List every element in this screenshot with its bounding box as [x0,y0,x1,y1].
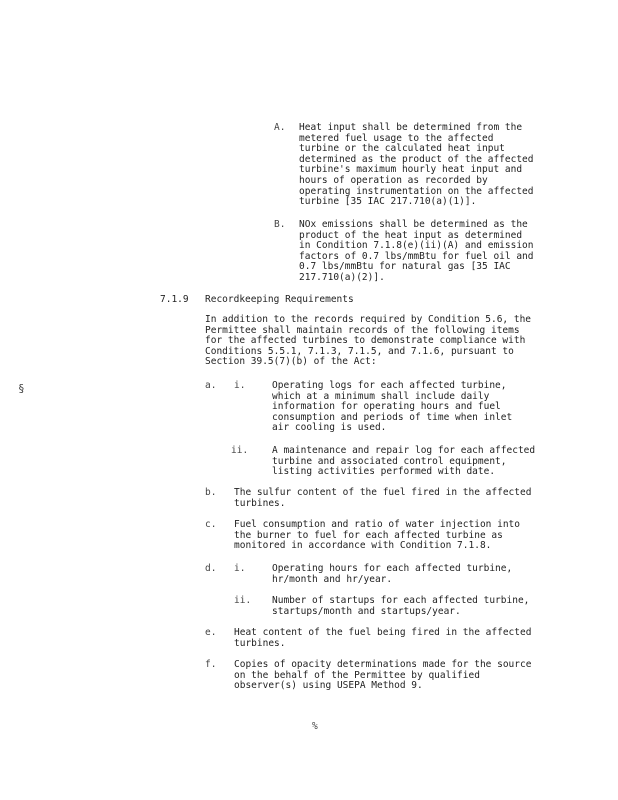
item-a-ii-text [272,446,535,478]
item-b-marker: B. [274,219,286,230]
text-line: monitored in accordance with Condition 7.1.8. [234,540,492,552]
text-line: for the affected turbines to demonstrate compliance with [205,335,526,347]
text-line: turbines. [234,497,286,509]
text-line: the burner to fuel for each affected turbine as [234,529,503,541]
text-line: startups/month and startups/year. [272,605,461,617]
text-line: consumption and periods of time when inlet [272,411,513,423]
text-line: in Condition 7.1.8(e)(ii)(A) and emission [299,240,534,252]
item-a-i-text [272,381,512,434]
item-d-ii-text [272,596,529,617]
item-a-ii-marker: ii. [231,445,249,456]
text-line: factors of 0.7 lbs/mmBtu for fuel oil and [299,250,534,262]
text-line: Section 39.5(7)(b) of the Act: [205,356,377,368]
text-line: determined as the product of the affected [299,153,534,165]
item-b-marker: b. [205,487,217,498]
item-b-text [299,220,534,284]
item-d-i-text [272,564,512,585]
text-line: turbine and associated control equipment, [272,455,507,467]
item-a-text [299,123,534,208]
text-line: on the behalf of the Permittee by qualified [234,669,480,681]
text-line: which at a minimum shall include daily [272,390,490,402]
item-d-ii-marker: ii. [234,595,252,606]
text-line: operating instrumentation on the affected [299,185,534,197]
text-line: metered fuel usage to the affected [299,132,494,144]
text-line: turbine's maximum hourly heat input and [299,164,523,176]
text-line: hours of operation as recorded by [299,174,488,186]
item-d-i-marker: i. [234,563,246,574]
item-e-marker: e. [205,627,217,638]
margin-mark: § [18,382,25,395]
text-line: A maintenance and repair log for each affected [272,445,536,456]
page-number: % [312,721,318,732]
text-line: The sulfur content of the fuel fired in the affected [234,487,532,498]
item-f-text [234,660,531,692]
text-line: listing activities performed with date. [272,466,496,478]
section-intro [205,315,531,368]
text-line: Copies of opacity determinations made for the source [234,659,532,670]
text-line: Permittee shall maintain records of the following items [205,324,520,336]
text-line: Conditions 5.5.1, 7.1.3, 7.1.5, and 7.1.6, pursuant to [205,345,514,357]
item-c-marker: c. [205,519,217,530]
section-number: 7.1.9 [160,294,189,305]
item-c-text [234,520,520,552]
text-line: observer(s) using USEPA Method 9. [234,680,423,692]
text-line: Heat content of the fuel being fired in the affected [234,627,532,638]
text-line: Operating logs for each affected turbine, [272,380,507,391]
text-line: 217.710(a)(2)]. [299,271,385,283]
item-a-marker: A. [274,122,286,133]
text-line: NOx emissions shall be determined as the [299,219,528,230]
text-line: Heat input shall be determined from the [299,122,523,133]
text-line: In addition to the records required by Condition 5.6, the [205,314,532,325]
text-line: turbines. [234,637,286,649]
item-d-marker: d. [205,563,217,574]
item-a-i-marker: i. [234,380,246,391]
item-b-text [234,488,531,509]
item-f-marker: f. [205,659,217,670]
text-line: air cooling is used. [272,422,387,434]
item-e-text [234,628,531,649]
text-line: turbine or the calculated heat input [299,143,505,155]
text-line: information for operating hours and fuel [272,401,501,413]
text-line: hr/month and hr/year. [272,573,393,585]
text-line: turbine [35 IAC 217.710(a)(1)]. [299,196,477,208]
text-line: product of the heat input as determined [299,229,523,241]
text-line: Operating hours for each affected turbine, [272,563,513,574]
text-line: 0.7 lbs/mmBtu for natural gas [35 IAC [299,261,511,273]
text-line: Number of startups for each affected turbine, [272,595,530,606]
section-title: Recordkeeping Requirements [205,294,354,305]
item-a-marker: a. [205,380,217,391]
text-line: Fuel consumption and ratio of water injection into [234,519,520,530]
